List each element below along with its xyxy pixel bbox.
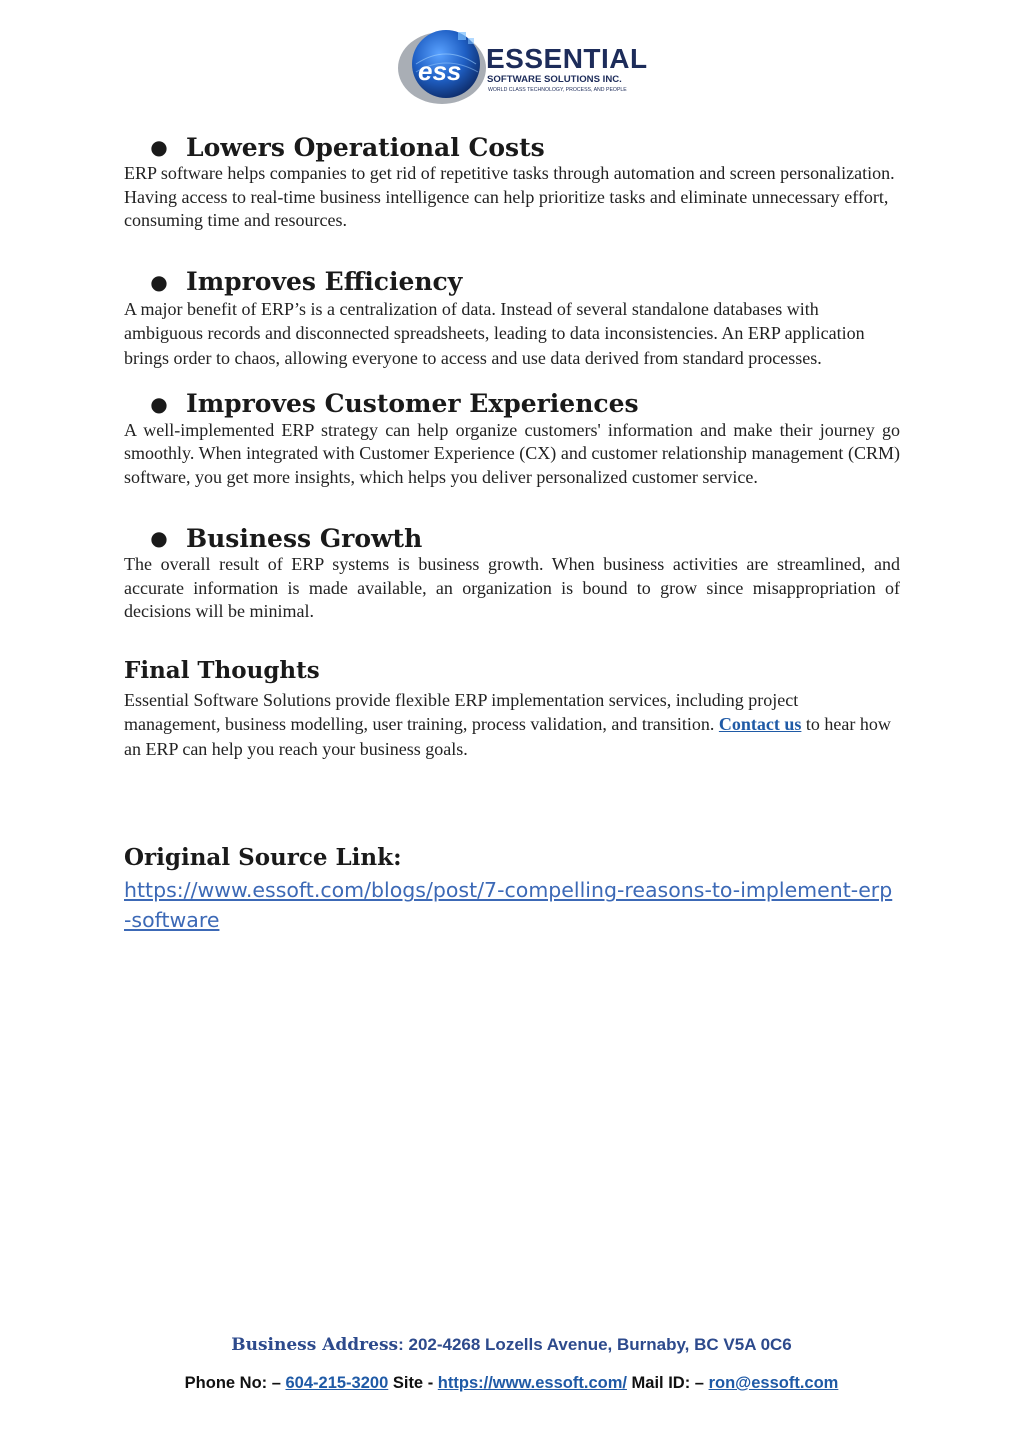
site-link[interactable]: https://www.essoft.com/ [437, 1374, 627, 1392]
address-label: Business Address [231, 1335, 399, 1355]
section-paragraph: A major benefit of ERP’s is a centralization of data. Instead of several standalone databases with ambiguous records and disconnected spreadsheets, leading to data inconsistencies. An ERP application brings order to chaos, allowing everyone to access and use data derived from standard processes. [124, 298, 865, 369]
section-heading [124, 128, 900, 166]
site-separator: - [423, 1374, 438, 1392]
section-improves-efficiency [124, 263, 900, 371]
site-label: Site [388, 1374, 424, 1392]
section-heading [124, 263, 900, 301]
phone-separator: : – [261, 1374, 286, 1392]
bullet-icon: ● [150, 391, 168, 416]
section-business-growth [124, 519, 900, 624]
bullet-icon: ● [150, 135, 168, 159]
section-heading-text: Improves Efficiency [186, 267, 463, 296]
source-block [124, 841, 900, 935]
logo-brand: ESSENTIAL [486, 43, 648, 74]
final-thoughts-heading: Final Thoughts [124, 656, 320, 684]
final-thoughts-text: Essential Software Solutions provide flexible ERP implementation services, including project management, business modelling, user training, process validation, and transition. [124, 689, 799, 735]
address-separator: : [398, 1335, 409, 1354]
address-value: 202-4268 Lozells Avenue, Burnaby, BC V5A 0C6 [408, 1335, 792, 1354]
section-heading [124, 519, 900, 557]
bullet-icon: ● [150, 269, 168, 294]
section-customer-experiences [124, 385, 900, 490]
section-paragraph: The overall result of ERP systems is business growth. When business activities are streamlined, and accurate information is made available, an organization is bound to grow since misappropriation of decisions will be minimal. [124, 554, 900, 622]
section-paragraph: ERP software helps companies to get rid of repetitive tasks through automation and screen personalization. Having access to real-time business intelligence can help prioritize tasks and eliminate unnecessary effort, consuming time and resources. [124, 163, 895, 230]
logo-company: SOFTWARE SOLUTIONS INC. [487, 74, 622, 85]
section-heading [124, 385, 900, 423]
phone-link[interactable]: 604-215-3200 [285, 1374, 389, 1392]
final-thoughts-text-end: to hear how an ERP can help you reach your business goals. [124, 714, 891, 759]
footer-contact [0, 1374, 1023, 1393]
section-heading-text: Improves Customer Experiences [186, 389, 639, 419]
bullet-icon: ● [150, 526, 168, 551]
source-url-link[interactable]: https://www.essoft.com/blogs/post/7-compelling-reasons-to-implement-erp-software [124, 878, 893, 933]
company-logo [396, 24, 648, 108]
section-paragraph: A well-implemented ERP strategy can help organize customers' information and make their journey go smoothly. When integrated with Customer Experience (CX) and customer relationship management (CRM) software, you get more insights, which helps you deliver personalized customer service. [124, 419, 900, 487]
footer-address [0, 1334, 1023, 1355]
article-body [124, 128, 900, 935]
mail-label: Mail ID: – [626, 1374, 709, 1392]
contact-us-link[interactable]: Contact us [718, 714, 802, 735]
section-lowers-costs [124, 128, 900, 233]
phone-label: Phone No [184, 1374, 262, 1392]
email-link[interactable]: ron@essoft.com [708, 1374, 839, 1392]
source-label: Original Source Link: [124, 844, 402, 872]
logo-tagline: WORLD CLASS TECHNOLOGY, PROCESS, AND PEOPLE [488, 87, 627, 93]
section-final-thoughts [124, 654, 900, 762]
section-heading-text: Business Growth [186, 523, 423, 553]
final-thoughts-paragraph [124, 688, 894, 762]
logo-monogram: ess [418, 56, 462, 86]
section-heading-text: Lowers Operational Costs [186, 132, 545, 162]
